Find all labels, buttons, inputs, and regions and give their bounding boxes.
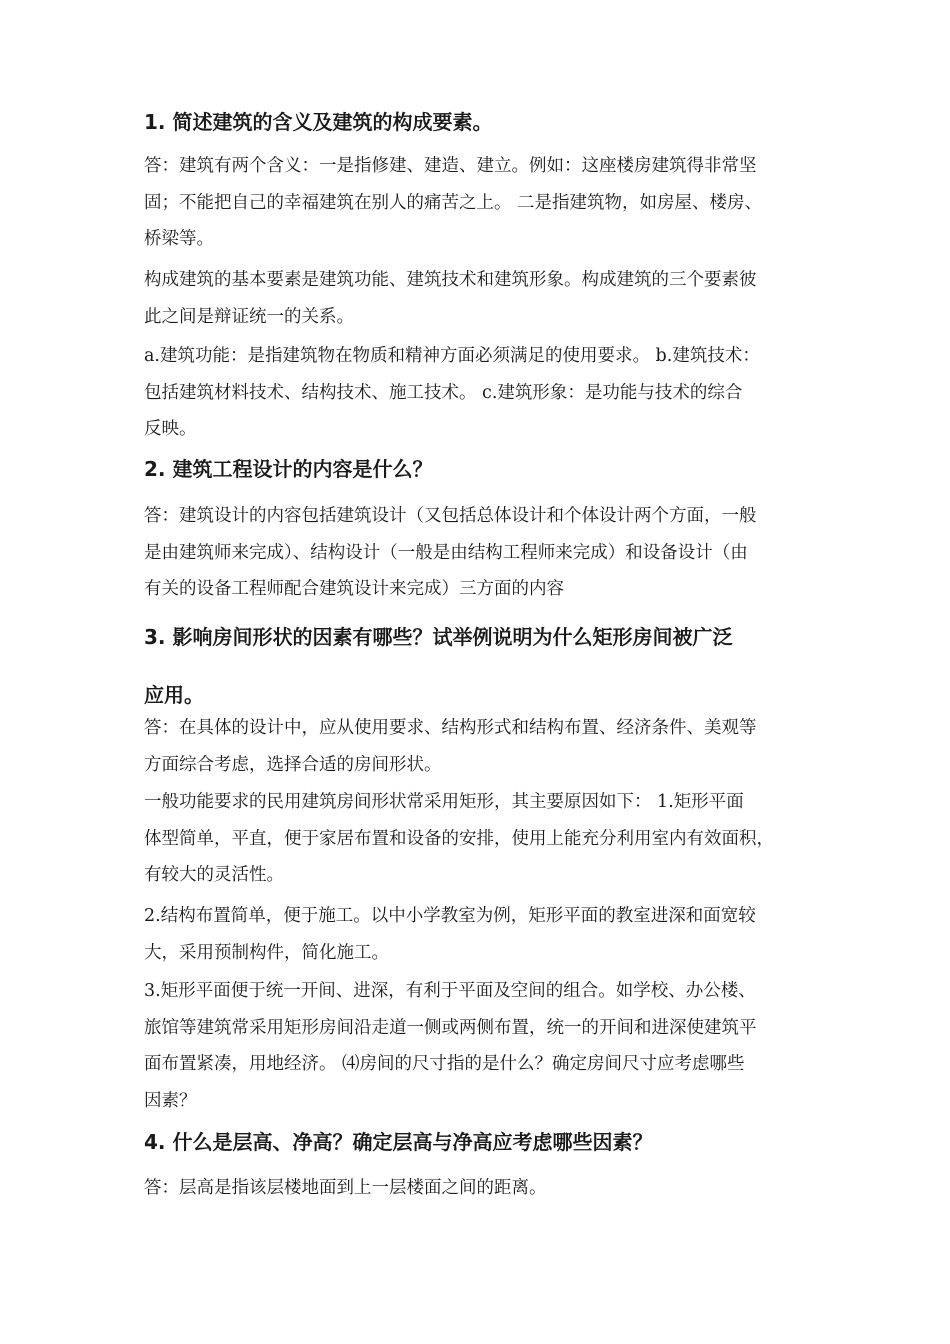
- text-line: 2.结构布置简单，便于施工。以中小学教室为例，矩形平面的教室进深和面宽较: [144, 906, 756, 926]
- question-4-answer: [144, 1170, 816, 1207]
- text-line: 构成建筑的基本要素是建筑功能、建筑技术和建筑形象。构成建筑的三个要素彼: [144, 270, 757, 290]
- question-2-answer: [144, 498, 816, 608]
- question-3-reason-2: [144, 898, 816, 971]
- question-4-title: 4. 什么是层高、净高？确定层高与净高应考虑哪些因素？: [144, 1130, 653, 1154]
- question-1-title: 1. 简述建筑的含义及建筑的构成要素。: [144, 110, 493, 134]
- question-3-title: [144, 608, 816, 724]
- text-line: 体型简单，平直，便于家居布置和设备的安排，使用上能充分利用室内有效面积，: [144, 828, 774, 849]
- text-line: 答：建筑有两个含义：一是指修建、建造、建立。例如：这座楼房建筑得非常坚: [144, 156, 757, 176]
- text-line: 旅馆等建筑常采用矩形房间沿走道一侧或两侧布置，统一的开间和进深使建筑平: [144, 1017, 757, 1038]
- title-line: 应用。: [144, 683, 204, 707]
- text-line: 方面综合考虑，选择合适的房间形状。: [144, 754, 442, 775]
- text-line: 面布置紧凑，用地经济。 ⑷房间的尺寸指的是什么？确定房间尺寸应考虑哪些: [144, 1054, 745, 1074]
- text-line: 大，采用预制构件，简化施工。: [144, 942, 389, 963]
- question-3-answer: [144, 710, 816, 783]
- question-3-reasons: [144, 784, 816, 894]
- text-line: 因素？: [144, 1090, 197, 1111]
- text-line: 一般功能要求的民用建筑房间形状常采用矩形，其主要原因如下： 1.矩形平面: [144, 792, 744, 812]
- text-line: 3.矩形平面便于统一开间、进深，有利于平面及空间的组合。如学校、办公楼、: [144, 981, 756, 1001]
- question-3-reason-3: [144, 973, 816, 1119]
- text-line: 答：建筑设计的内容包括建筑设计（又包括总体设计和个体设计两个方面，一般: [144, 506, 757, 526]
- text-line: 包括建筑材料技术、结构技术、施工技术。 c.建筑形象：是功能与技术的综合: [144, 382, 743, 403]
- question-1-elements: [144, 262, 816, 335]
- text-line: 反映。: [144, 419, 197, 439]
- question-2-title: 2. 建筑工程设计的内容是什么？: [144, 457, 433, 481]
- text-line: 固；不能把自己的幸福建筑在别人的痛苦之上。 二是指建筑物，如房屋、楼房、: [144, 192, 763, 213]
- text-line: a.建筑功能：是指建筑物在物质和精神方面必须满足的使用要求。 b.建筑技术：: [144, 346, 760, 366]
- text-line: 此之间是辩证统一的关系。: [144, 306, 354, 327]
- title-line: 3. 影响房间形状的因素有哪些？试举例说明为什么矩形房间被广泛: [144, 625, 733, 649]
- question-1-details: [144, 338, 816, 448]
- text-line: 是由建筑师来完成）、结构设计（一般是由结构工程师来完成）和设备设计（由: [144, 542, 748, 563]
- question-1-answer: [144, 148, 816, 258]
- text-line: 有关的设备工程师配合建筑设计来完成）三方面的内容: [144, 579, 564, 599]
- text-line: 答：在具体的设计中，应从使用要求、结构形式和结构布置、经济条件、美观等: [144, 718, 757, 738]
- text-line: 桥梁等。: [144, 229, 214, 249]
- text-line: 答：层高是指该层楼地面到上一层楼面之间的距离。: [144, 1178, 547, 1198]
- text-line: 有较大的灵活性。: [144, 865, 284, 885]
